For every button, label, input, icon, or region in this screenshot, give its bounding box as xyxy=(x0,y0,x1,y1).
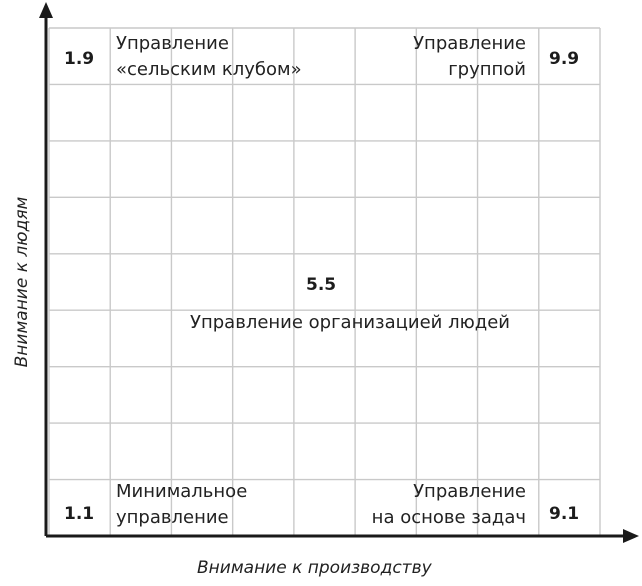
x-axis-label: Внимание к производству xyxy=(197,558,432,578)
label-task-line1: Управление xyxy=(413,481,526,502)
score-9-1: 9.1 xyxy=(549,504,580,524)
label-impoverished-line2: управление xyxy=(116,507,229,528)
score-1-1: 1.1 xyxy=(64,504,95,524)
label-country-club-line2: «сельским клубом» xyxy=(116,59,302,80)
label-task-line2: на основе задач xyxy=(371,507,526,528)
y-axis-label: Внимание к людям xyxy=(12,196,32,368)
label-team-line1: Управление xyxy=(413,33,526,54)
label-impoverished-line1: Минимальное xyxy=(116,481,248,502)
y-axis-arrowhead xyxy=(39,2,53,18)
x-axis-arrowhead xyxy=(623,529,639,543)
score-5-5: 5.5 xyxy=(306,275,337,295)
score-9-9: 9.9 xyxy=(549,49,580,69)
label-organization-man: Управление организацией людей xyxy=(190,312,510,333)
label-team-line2: группой xyxy=(448,59,526,80)
score-1-9: 1.9 xyxy=(64,49,95,69)
label-country-club-line1: Управление xyxy=(116,33,229,54)
